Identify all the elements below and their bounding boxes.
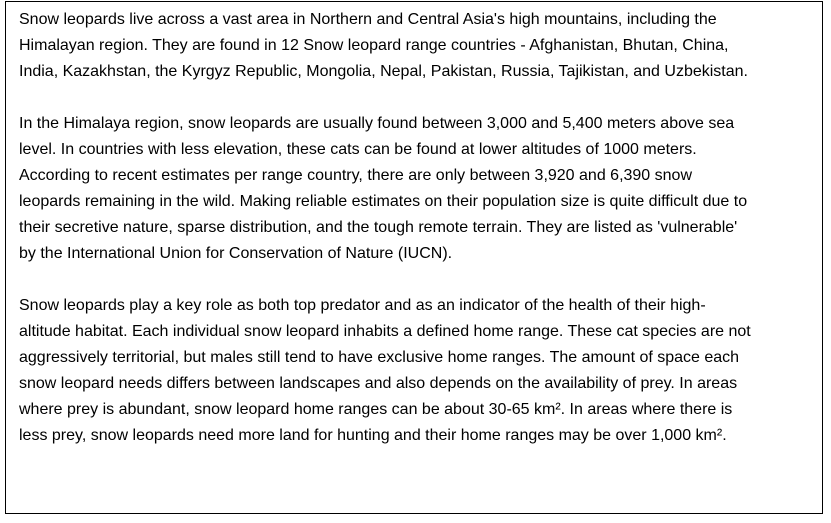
text-line: their secretive nature, sparse distribution, and the tough remote terrain. They are listed as 'vulnerable' — [19, 219, 738, 236]
text-line: level. In countries with less elevation, these cats can be found at lower altitudes of 1000 meters. — [19, 141, 697, 158]
text-line: snow leopard needs differs between landscapes and also depends on the availability of prey. In areas — [19, 375, 738, 392]
text-line: Snow leopards live across a vast area in Northern and Central Asia's high mountains, including the — [19, 11, 717, 28]
text-line: In the Himalaya region, snow leopards are usually found between 3,000 and 5,400 meters above sea — [19, 115, 735, 132]
text-line: altitude habitat. Each individual snow leopard inhabits a defined home range. These cat species are not — [19, 323, 751, 340]
text-line: According to recent estimates per range country, there are only between 3,920 and 6,390 snow — [19, 167, 692, 184]
text-line: less prey, snow leopards need more land for hunting and their home ranges may be over 1,000 km². — [19, 427, 727, 444]
document-frame — [5, 1, 823, 514]
text-line: by the International Union for Conservation of Nature (IUCN). — [19, 245, 453, 262]
paragraph-distribution — [19, 7, 821, 85]
document-text — [19, 7, 821, 449]
text-line: Himalayan region. They are found in 12 Snow leopard range countries - Afghanistan, Bhutan, China, — [19, 37, 729, 54]
text-line: Snow leopards play a key role as both top predator and as an indicator of the health of their high- — [19, 297, 706, 314]
text-line: India, Kazakhstan, the Kyrgyz Republic, Mongolia, Nepal, Pakistan, Russia, Tajikistan, and Uzbekistan. — [19, 63, 748, 80]
text-line: leopards remaining in the wild. Making reliable estimates on their population size is quite difficult due to — [19, 193, 748, 210]
text-line: aggressively territorial, but males still tend to have exclusive home ranges. The amount of space each — [19, 349, 740, 366]
paragraph-population — [19, 111, 821, 267]
text-line: where prey is abundant, snow leopard home ranges can be about 30-65 km². In areas where there is — [19, 401, 733, 418]
paragraph-home-range — [19, 293, 821, 449]
